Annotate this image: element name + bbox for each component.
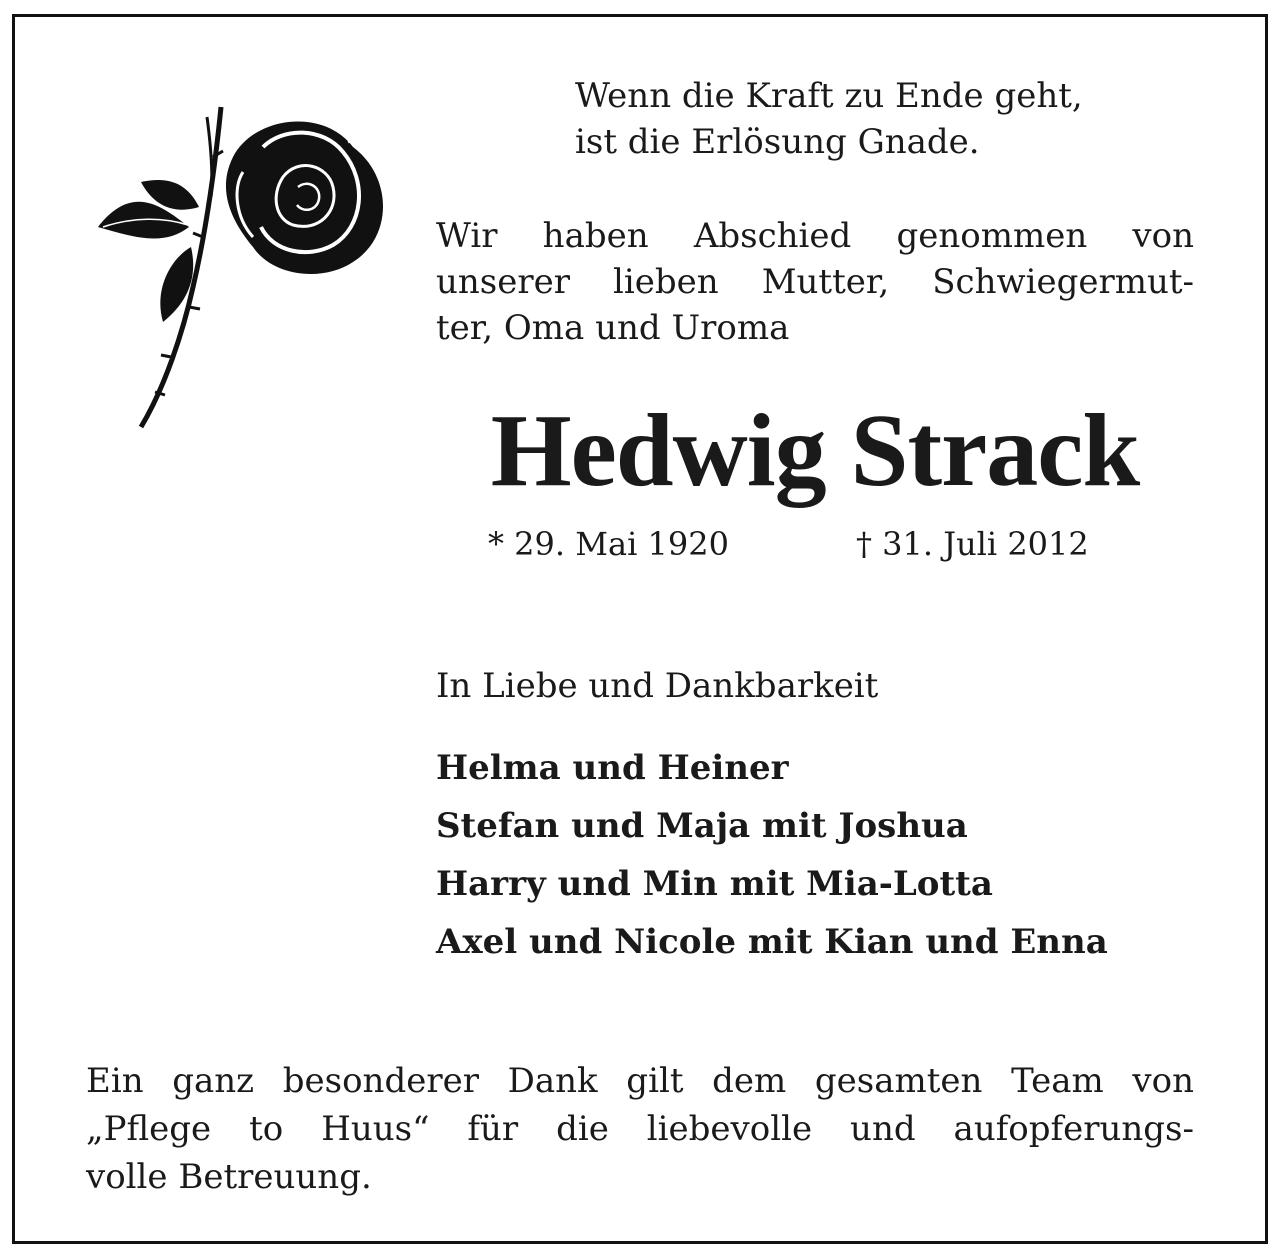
family-member: Stefan und Maja mit Joshua: [436, 806, 968, 846]
thanks-line: volle Betreuung.: [86, 1157, 372, 1197]
obituary-frame: [12, 14, 1268, 1244]
family-member: Axel und Nicole mit Kian und Enna: [436, 922, 1108, 962]
greeting: In Liebe und Dankbarkeit: [436, 666, 879, 706]
deceased-name: Hedwig Strack: [490, 393, 1140, 508]
thanks-line: „Pflege to Huus“ für die liebevolle und aufopferungs-: [86, 1109, 1194, 1149]
farewell-line: ter, Oma und Uroma: [436, 308, 790, 348]
farewell-text: [436, 213, 1194, 351]
thanks-text: [86, 1057, 1194, 1201]
rose-icon: [93, 87, 403, 432]
motto-line: ist die Erlösung Gnade.: [575, 122, 980, 162]
family-list: [436, 739, 1108, 971]
family-member: Helma und Heiner: [436, 748, 789, 788]
thanks-line: Ein ganz besonderer Dank gilt dem gesamten Team von: [86, 1061, 1194, 1101]
motto-line: Wenn die Kraft zu Ende geht,: [575, 76, 1083, 116]
family-member: Harry und Min mit Mia-Lotta: [436, 864, 993, 904]
farewell-line: Wir haben Abschied genommen von: [436, 216, 1194, 256]
birth-date: * 29. Mai 1920: [488, 525, 729, 563]
farewell-line: unserer lieben Mutter, Schwiegermut-: [436, 262, 1194, 302]
death-date: † 31. Juli 2012: [856, 525, 1089, 563]
motto: [575, 73, 1083, 165]
